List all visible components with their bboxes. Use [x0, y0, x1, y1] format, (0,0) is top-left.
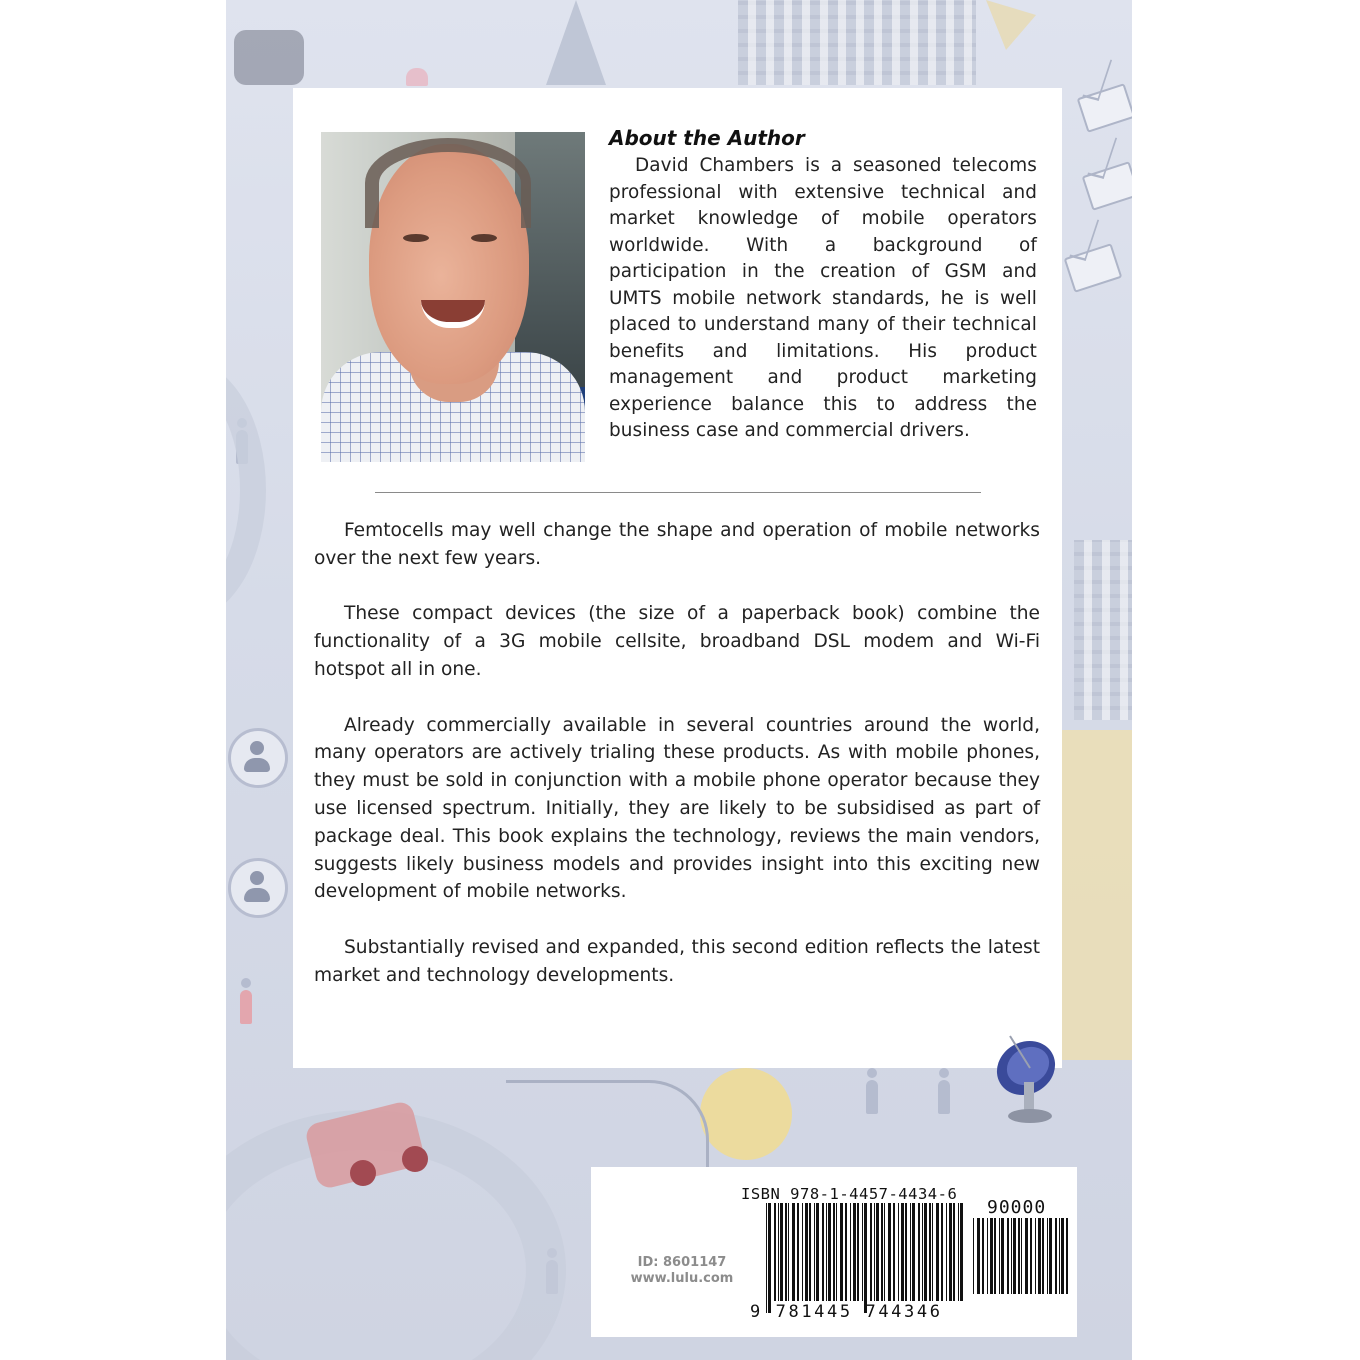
barcode-bar [828, 1203, 831, 1301]
barcode-bar [888, 1203, 891, 1301]
person-icon [228, 728, 288, 788]
barcode-bar [792, 1203, 795, 1301]
barcode-bar [797, 1203, 799, 1301]
publisher-info [612, 1255, 752, 1287]
barcode-bar [910, 1203, 911, 1301]
barcode-bar [874, 1203, 875, 1301]
barcode-bar [1021, 1218, 1022, 1294]
person-figure-icon [938, 1080, 950, 1114]
barcode-bar [929, 1203, 931, 1301]
isbn-label: ISBN 978-1-4457-4434-6 [741, 1185, 958, 1203]
barcode-bar [994, 1218, 996, 1294]
barcode-bar [814, 1203, 815, 1301]
barcode-bar [881, 1203, 883, 1301]
author-eye [403, 234, 429, 242]
arrow-shape [546, 0, 606, 85]
barcode-bar [953, 1203, 955, 1301]
barcode-bar [845, 1203, 847, 1301]
barcode-bar [864, 1203, 867, 1313]
barcode-bar [932, 1203, 933, 1301]
price-barcode [973, 1218, 1069, 1306]
barcode-bar [788, 1203, 789, 1301]
barcode-bar [822, 1203, 824, 1301]
envelope-icon [1082, 161, 1132, 211]
barcode-bar [999, 1218, 1000, 1294]
barcode-digits: 9 781445 744346 [750, 1302, 943, 1322]
barcode-bar [1035, 1218, 1036, 1294]
publisher-url: www.lulu.com [630, 1271, 734, 1286]
barcode-bar [826, 1203, 827, 1301]
barcode-bar [1038, 1218, 1041, 1294]
publisher-id: ID: 8601147 [637, 1255, 727, 1270]
author-eye [471, 234, 497, 242]
car-wheel [402, 1146, 428, 1172]
satellite-dish-icon [990, 1032, 1070, 1128]
barcode-bar [836, 1203, 837, 1301]
person-figure-icon [240, 990, 252, 1024]
description-paragraph: Already commercially available in several countries around the world, many operators are actively trialing these products. As with mobile phones, they must be sold in conjunction with a mobile phone operator because they use licensed spectrum. Initially, they are likely to be subsidised as part of package deal. This book explains the technology, reviews the main vendors, suggests likely business models and provides insight into this exciting new development of mobile networks. [314, 714, 1040, 903]
barcode-bar [857, 1203, 859, 1301]
author-photo [321, 132, 585, 462]
description-paragraph: Substantially revised and expanded, this second edition reflects the latest market and technology developments. [314, 936, 1040, 986]
heart-icon [406, 68, 428, 86]
barcode-bar [1030, 1218, 1032, 1294]
barcode-bar [924, 1203, 927, 1301]
barcode-bar [1047, 1218, 1048, 1294]
building-illustration [846, 0, 976, 85]
author-hair [365, 138, 531, 228]
barcode-bar [809, 1203, 811, 1301]
envelope-icon [1064, 243, 1123, 293]
barcode-bar [960, 1203, 963, 1301]
barcode-bar [982, 1218, 984, 1294]
barcode-bar [862, 1203, 863, 1301]
barcode-bar [768, 1203, 771, 1313]
barcode-bar [941, 1203, 943, 1301]
barcode-bar [922, 1203, 923, 1301]
barcode-bar [1013, 1218, 1016, 1294]
barcode-bar [876, 1203, 879, 1301]
barcode-bar [918, 1203, 920, 1301]
barcode-bar [780, 1203, 783, 1301]
barcode-bar [840, 1203, 843, 1301]
price-code: 90000 [987, 1197, 1047, 1218]
barcode-bar [990, 1218, 993, 1294]
barcode-bar [1001, 1218, 1004, 1294]
barcode-bar [946, 1203, 947, 1301]
envelope-icon [1077, 83, 1132, 133]
barcode-bar [912, 1203, 915, 1301]
barcode-bar [987, 1218, 988, 1294]
barcode-bar [1007, 1218, 1009, 1294]
barcode-bar [1059, 1218, 1060, 1294]
barcode-bar [853, 1203, 856, 1301]
barcode-bar [785, 1203, 787, 1301]
barcode-bar [816, 1203, 819, 1301]
building-illustration [1060, 730, 1132, 1060]
barcode-bar [884, 1203, 885, 1301]
barcode-bar [1025, 1218, 1028, 1294]
book-description [314, 517, 1040, 1017]
flag-icon [986, 0, 1036, 50]
barcode-bar [949, 1203, 952, 1301]
description-paragraph: Femtocells may well change the shape and operation of mobile networks over the next few years. [314, 520, 1040, 569]
about-author-heading: About the Author [609, 126, 805, 150]
barcode-bar [898, 1203, 899, 1301]
author-bio: David Chambers is a seasoned telecoms professional with extensive technical and market knowledge of mobile operators worldwide. With a background of participation in the creation of GSM and UMTS mobile network standards, he is well placed to understand many of their technical benefits and limitations. His product management and product marketing experience balance this to address the business case and commercial drivers. [609, 155, 1037, 441]
barcode-bar [958, 1203, 959, 1301]
barcode-bar [901, 1203, 904, 1301]
barcode-bar [1018, 1218, 1020, 1294]
barcode-bar [1042, 1218, 1044, 1294]
barcode-bar [973, 1218, 974, 1294]
barcode-bar [1049, 1218, 1052, 1294]
barcode-bar [766, 1203, 767, 1313]
barcode-bar [905, 1203, 907, 1301]
barcode-bar [778, 1203, 779, 1301]
barcode-bar [977, 1218, 980, 1294]
isbn-barcode [766, 1203, 966, 1313]
barcode-bar [1055, 1218, 1057, 1294]
camera-icon [234, 30, 304, 85]
barcode-bar [805, 1203, 808, 1301]
barcode-bar [774, 1203, 776, 1301]
barcode-bar [1061, 1218, 1064, 1294]
road-illustration [226, 360, 266, 620]
barcode-bar [1066, 1218, 1068, 1294]
section-divider [375, 492, 981, 493]
barcode-bar [893, 1203, 895, 1301]
barcode-bar [802, 1203, 803, 1301]
barcode-bar [870, 1203, 872, 1301]
person-icon [228, 858, 288, 918]
smiley-icon [700, 1068, 792, 1160]
building-illustration [1074, 540, 1132, 720]
barcode-bar [1011, 1218, 1012, 1294]
barcode-bar [850, 1203, 851, 1301]
car-wheel [350, 1160, 376, 1186]
person-figure-icon [866, 1080, 878, 1114]
barcode-bar [833, 1203, 835, 1301]
barcode-bar [936, 1203, 939, 1301]
description-paragraph: These compact devices (the size of a paperback book) combine the functionality of a 3G mobile cellsite, broadband DSL modem and Wi-Fi hotspot all in one. [314, 603, 1040, 680]
